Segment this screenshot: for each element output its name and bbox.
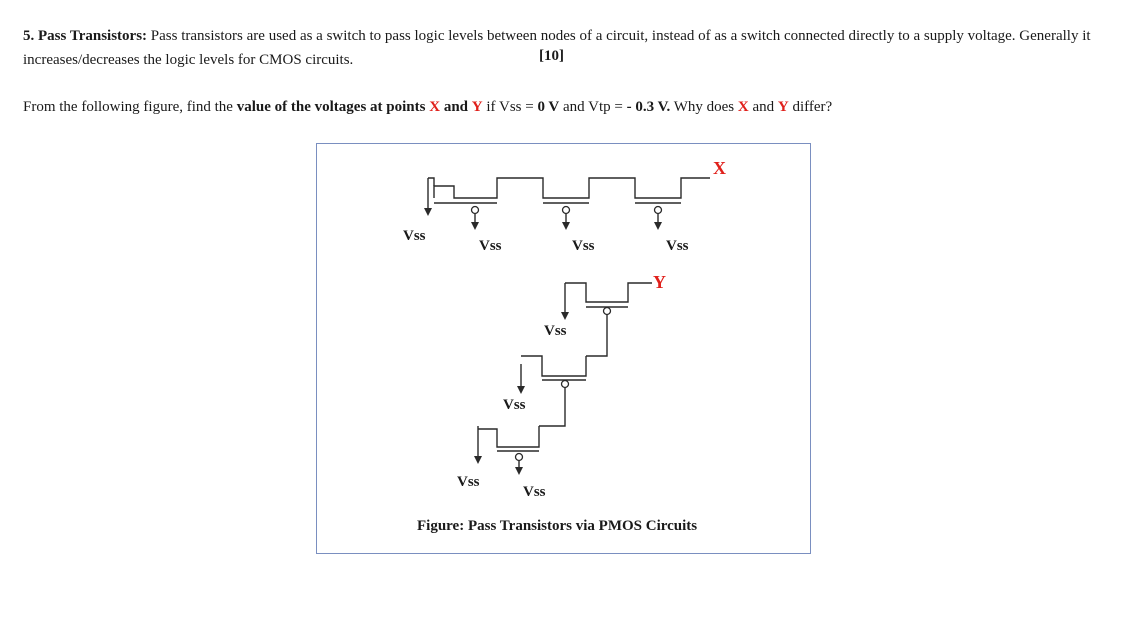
question-text bbox=[23, 24, 1113, 72]
sub-question bbox=[23, 96, 832, 118]
vss-label-2: Vss bbox=[479, 238, 502, 254]
vss-label-7: Vss bbox=[457, 474, 480, 490]
sub-and2: and Vtp = bbox=[559, 99, 627, 115]
point-x-ref-2: X bbox=[737, 99, 749, 115]
point-y-ref: Y bbox=[471, 99, 483, 115]
node-x-label: X bbox=[713, 158, 726, 178]
sub-why: Why does bbox=[670, 99, 738, 115]
vss-label-5: Vss bbox=[544, 323, 567, 339]
question-intro: Pass transistors are used as a switch to pass logic levels between nodes of a circuit, instead of as a switch connected directly to a supply voltage. Generally it increases/decreases the logic levels for CMOS circuits. bbox=[23, 28, 1091, 68]
sub-text-1: From the following figure, find the bbox=[23, 99, 233, 115]
point-y-ref-2: Y bbox=[777, 99, 789, 115]
vss-label-3: Vss bbox=[572, 238, 595, 254]
top-chain bbox=[424, 178, 710, 230]
sub-if: if Vss = bbox=[486, 99, 538, 115]
pmos-circuit-diagram bbox=[317, 144, 812, 555]
vss-label-8: Vss bbox=[523, 484, 546, 500]
vss-label-6: Vss bbox=[503, 397, 526, 413]
sub-and3: and bbox=[748, 99, 778, 115]
sub-end: differ? bbox=[788, 99, 833, 115]
stair-chain bbox=[474, 283, 652, 475]
figure-box bbox=[316, 143, 811, 554]
node-y-label: Y bbox=[653, 272, 666, 292]
vss-label-4: Vss bbox=[666, 238, 689, 254]
sub-and: and bbox=[443, 99, 468, 115]
vss-label-1: Vss bbox=[403, 228, 426, 244]
figure-caption: Figure: Pass Transistors via PMOS Circuits bbox=[417, 518, 698, 534]
question-title: 5. Pass Transistors: bbox=[23, 28, 148, 44]
vtp-value: - 0.3 V. bbox=[626, 99, 671, 115]
vss-value: 0 V bbox=[537, 99, 560, 115]
sub-text-bold: value of the voltages at points bbox=[236, 99, 426, 115]
point-x-ref: X bbox=[429, 99, 441, 115]
marks-label: [10] bbox=[539, 48, 564, 64]
